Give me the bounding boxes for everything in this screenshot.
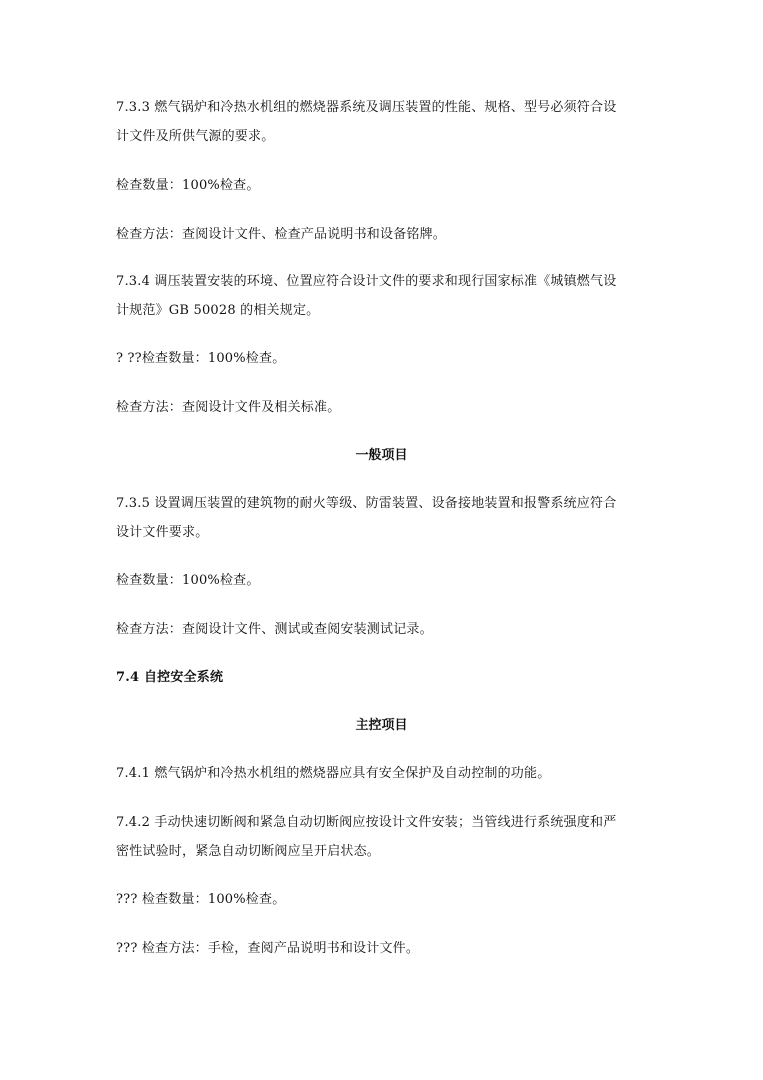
general-items-heading: 一般项目 [355, 448, 408, 463]
clause-7-3-3-inspection-method: 检查方法：查阅设计文件、检查产品说明书和设备铭牌。 [116, 227, 447, 242]
clause-7-3-5-line-2: 设计文件要求。 [116, 525, 209, 540]
clause-7-3-3-line-1: 7.3.3 燃气锅炉和冷热水机组的燃烧器系统及调压装置的性能、规格、型号必须符合设 [116, 100, 617, 115]
clause-7-4-2-line-2: 密性试验时，紧急自动切断阀应呈开启状态。 [116, 844, 381, 859]
clause-7-3-5-inspection-method: 检查方法：查阅设计文件、测试或查阅安装测试记录。 [116, 622, 433, 637]
clause-7-4-2-inspection-quantity: ??? 检查数量：100%检查。 [116, 892, 286, 907]
clause-7-4-1: 7.4.1 燃气锅炉和冷热水机组的燃烧器应具有安全保护及自动控制的功能。 [116, 766, 551, 781]
clause-7-4-2-inspection-method: ??? 检查方法：手检，查阅产品说明书和设计文件。 [116, 941, 420, 956]
clause-7-3-3-inspection-quantity: 检查数量：100%检查。 [116, 178, 260, 193]
main-control-items-heading: 主控项目 [355, 718, 408, 733]
clause-7-3-5-inspection-quantity: 检查数量：100%检查。 [116, 573, 260, 588]
clause-7-3-4-inspection-method: 检查方法：查阅设计文件及相关标准。 [116, 400, 341, 415]
clause-7-3-3-line-2: 计文件及所供气源的要求。 [116, 129, 275, 144]
clause-7-3-4-inspection-quantity: ? ??检查数量：100%检查。 [116, 351, 286, 366]
clause-7-3-4-line-1: 7.3.4 调压装置安装的环境、位置应符合设计文件的要求和现行国家标准《城镇燃气设 [116, 274, 617, 289]
clause-7-3-4-line-2: 计规范》GB 50028 的相关规定。 [116, 303, 320, 318]
clause-7-3-5-line-1: 7.3.5 设置调压装置的建筑物的耐火等级、防雷装置、设备接地装置和报警系统应符合 [116, 496, 617, 511]
clause-7-4-2-line-1: 7.4.2 手动快速切断阀和紧急自动切断阀应按设计文件安装；当管线进行系统强度和严 [116, 815, 617, 830]
section-7-4-title: 7.4 自控安全系统 [116, 670, 224, 685]
